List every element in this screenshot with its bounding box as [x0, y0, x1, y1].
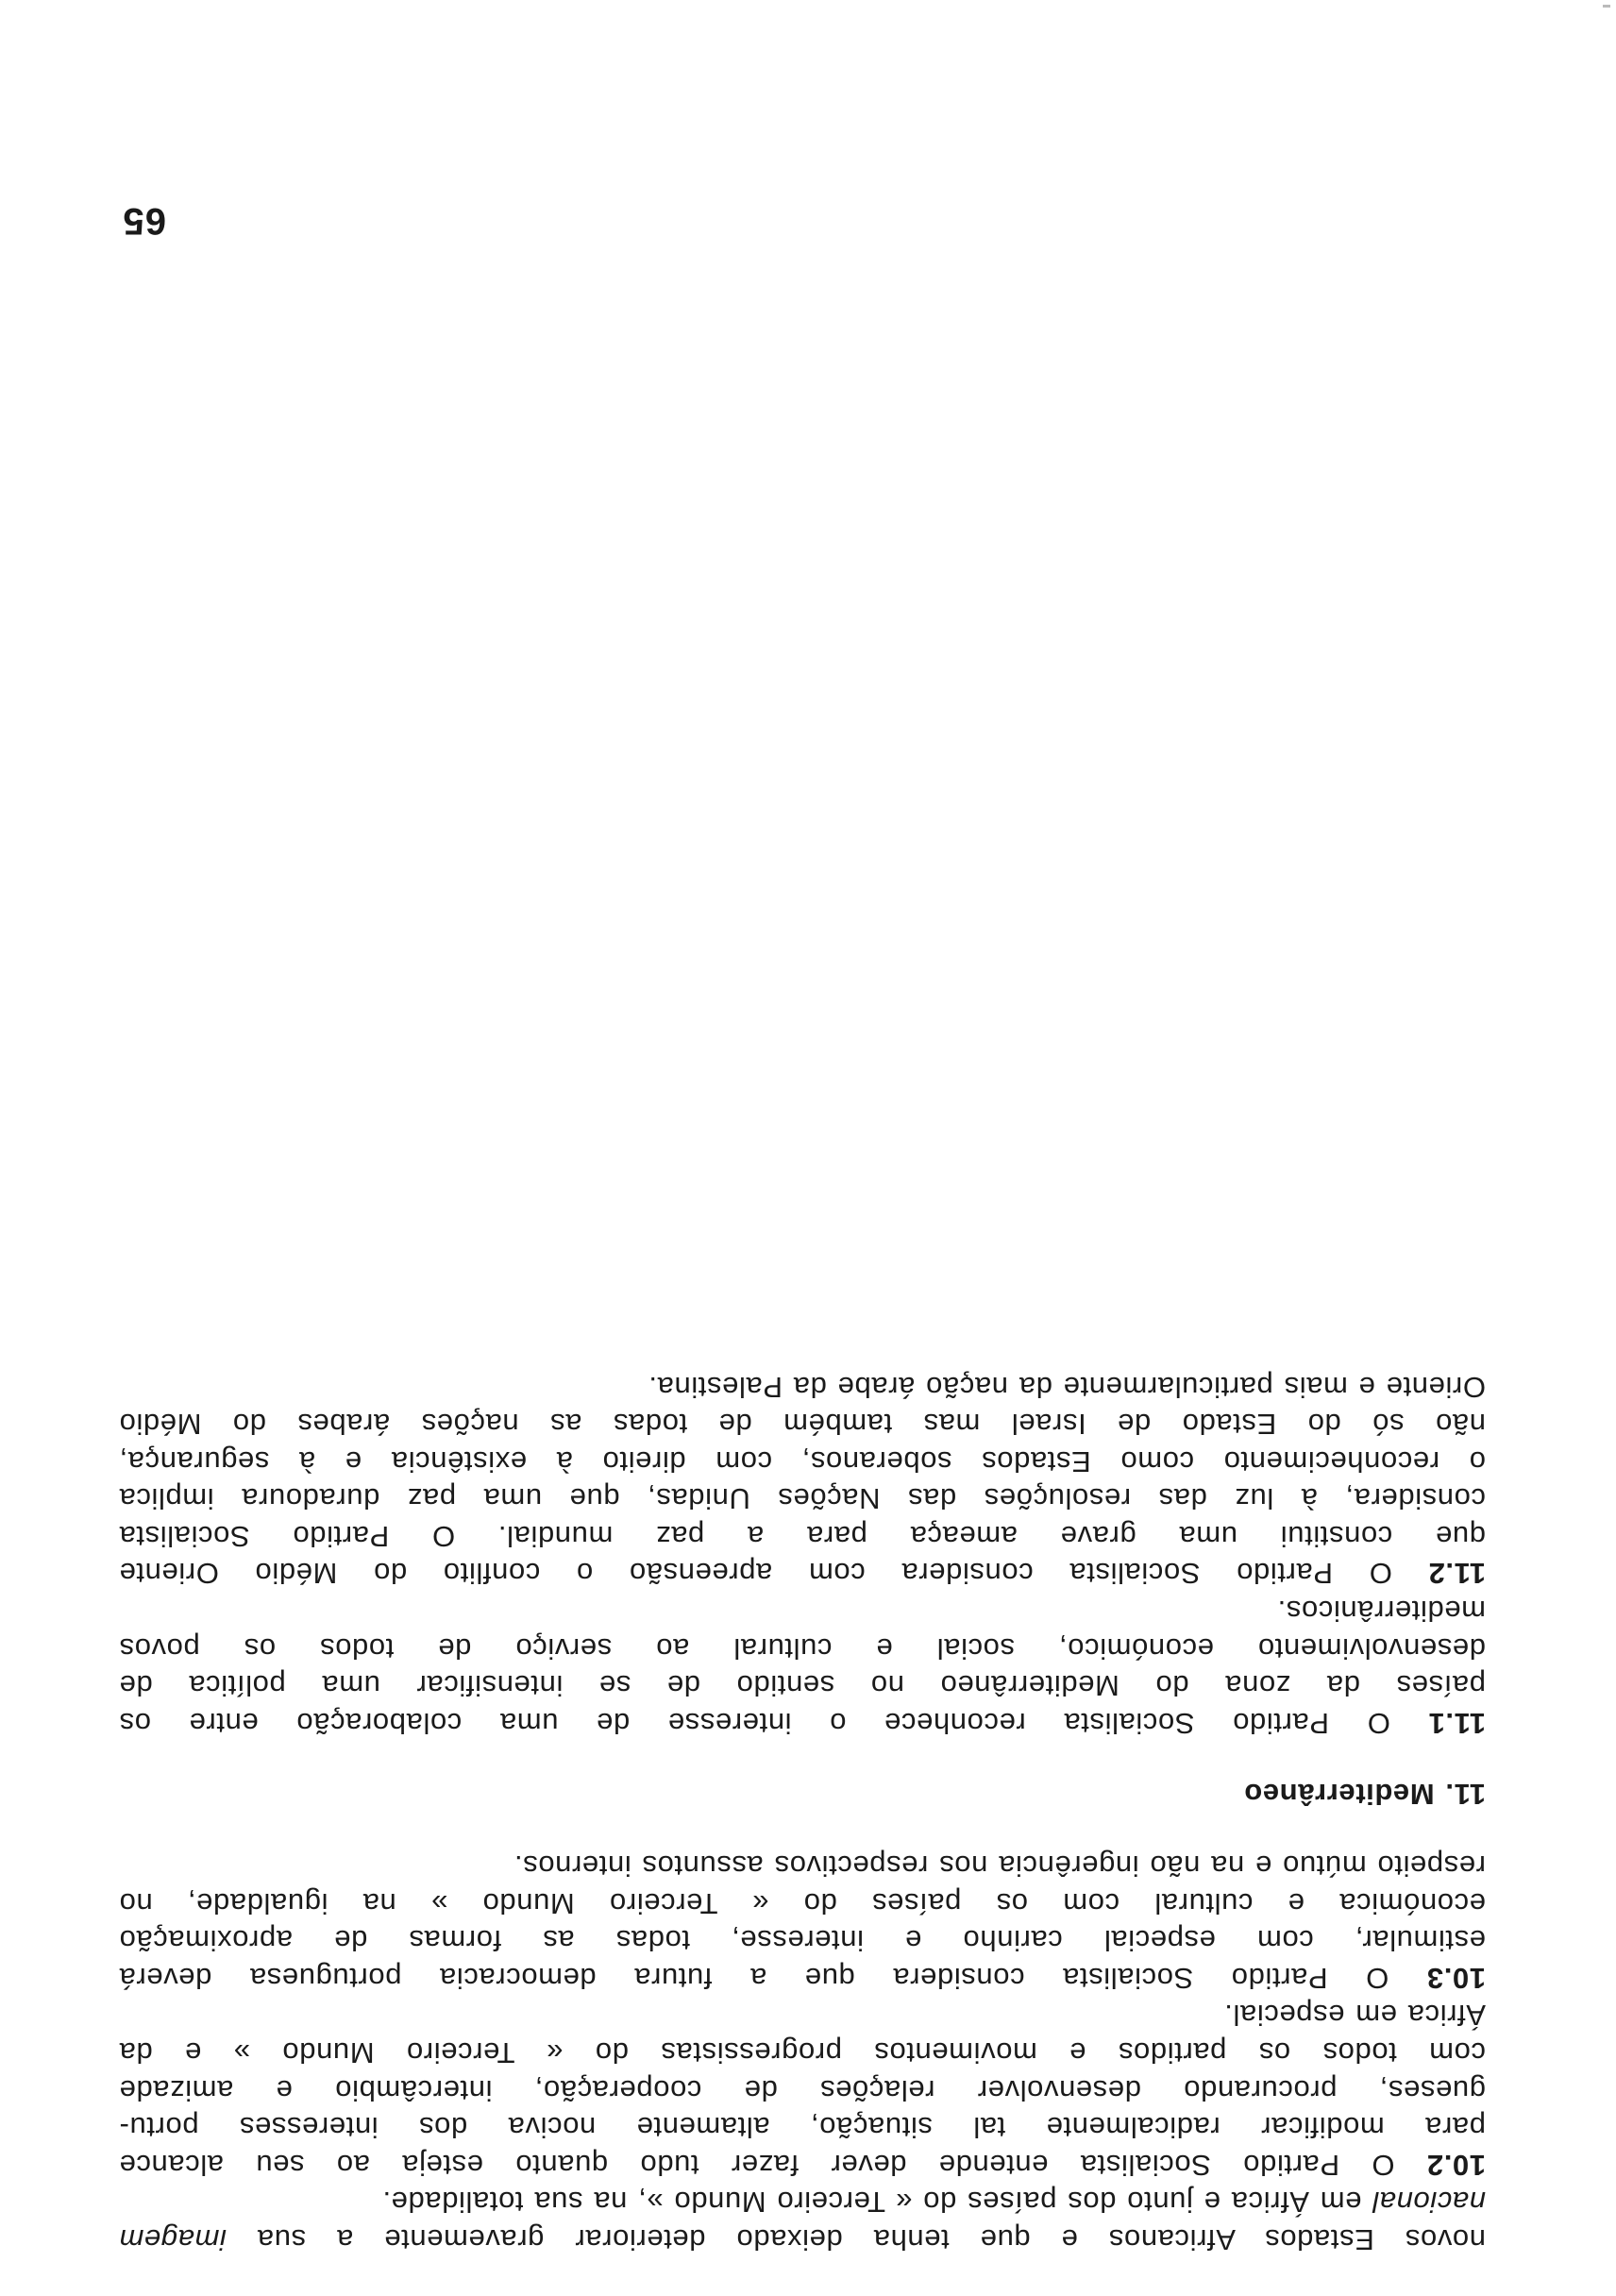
italic-text: imagem [119, 2223, 227, 2256]
section-heading: 11. Mediterrâneo [1243, 1778, 1486, 1812]
line-text: O Partido Socialista considera com apreensão o conflito do Médio Oriente [118, 1557, 1392, 1591]
text-line [119, 2184, 1486, 2221]
page-number: 65 [122, 200, 166, 242]
paragraph-11-2 [119, 1368, 1486, 1593]
line-text: O Partido Socialista considera que a futura democracia portuguesa deverá [119, 1961, 1389, 1995]
text-line: económica e cultural com os países do « Terceiro Mundo » na igualdade, no [119, 1886, 1486, 1920]
text-line [119, 1959, 1486, 1997]
text-line: gueses, procurando desenvolver relações de cooperação, intercâmbio e amizade [119, 2073, 1486, 2107]
text-line: estimular, com especial carinho e interesse, todas as formas de aproximação [119, 1924, 1486, 1958]
paragraph-number: 11.2 [1427, 1557, 1486, 1591]
text-line: não só do Estado de Israel mas também de todas as nações árabes do Médio [119, 1408, 1486, 1442]
paragraph-10-3 [119, 1847, 1486, 1996]
text-line: que constitui uma grave ameaça para a paz mundial. O Partido Socialista [119, 1519, 1486, 1553]
text-line: com todos os partidos e movimentos progressistas do « Terceiro Mundo » e da [119, 2036, 1486, 2070]
text-line: Oriente e mais particularmente da nação árabe da Palestina. [648, 1370, 1486, 1404]
spacer [119, 1742, 1486, 1776]
text-line: considera, à luz das resoluções das Nações Unidas, que uma paz duradoura implica [119, 1482, 1486, 1516]
line-text: O Partido Socialista reconhece o interesse de uma colaboração entre os [118, 1706, 1390, 1740]
paragraph-11-1 [119, 1593, 1486, 1742]
text-line: África em especial. [1223, 1999, 1486, 2033]
text-line [119, 2220, 1486, 2258]
scan-mark [1603, 5, 1610, 8]
paragraph-number: 10.2 [1426, 2148, 1486, 2182]
text-line: mediterrânicos. [1277, 1595, 1486, 1629]
text-line [119, 1555, 1486, 1593]
paragraph-10-2 [119, 1997, 1486, 2184]
text-line [119, 1704, 1486, 1742]
paragraph-number: 10.3 [1426, 1961, 1486, 1995]
carry-over-paragraph [119, 2184, 1486, 2258]
line-text: O Partido Socialista entende dever fazer tudo quanto esteja ao seu alcance [119, 2148, 1395, 2182]
text-line: para modificar radicalmente tal situação, altamente nociva dos interesses portu- [119, 2111, 1486, 2145]
paragraph-number: 11.1 [1427, 1706, 1486, 1740]
body-text [119, 1368, 1486, 2258]
text-line: desenvolvimento económico, social e cultural ao serviço de todos os povos [119, 1631, 1486, 1665]
italic-text: nacional [1372, 2186, 1486, 2220]
text-line: respeito mútuo e na não ingerência nos respectivos assuntos internos. [513, 1849, 1486, 1883]
text-line [119, 2146, 1486, 2184]
text-line: o reconhecimento como Estados soberanos, com direito à existência e à segurança, [119, 1444, 1486, 1478]
line-text: em África e junto dos países do « Terceiro Mundo », na sua totalidade. [381, 2186, 1362, 2220]
spacer [119, 1813, 1486, 1847]
line-text: novos Estados Africanos e que tenha deixado deteriorar gravemente a sua [257, 2223, 1486, 2256]
text-line: países da zona do Mediterrâneo no sentido de se intensificar uma política de [119, 1669, 1486, 1703]
